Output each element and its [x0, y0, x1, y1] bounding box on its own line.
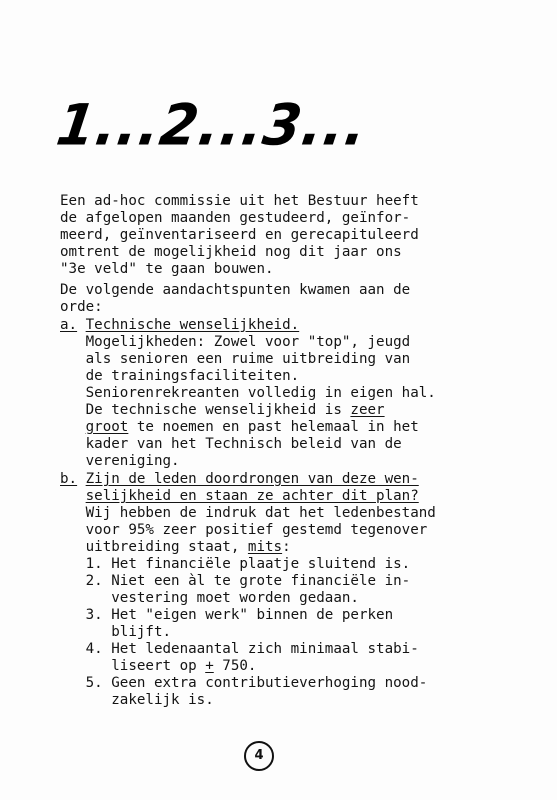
section-b-line: Wij hebben de indruk dat het ledenbestand — [85, 505, 436, 521]
list-number: 2. — [85, 573, 103, 589]
orde-line: De volgende aandachtspunten kwamen aan de — [60, 282, 411, 298]
section-b-line: : — [282, 539, 291, 555]
section-b-heading: selijkheid en staan ze achter dit plan? — [85, 488, 419, 504]
intro-line: meerd, geïnventariseerd en gerecapituleerd — [60, 227, 419, 243]
intro-line: de afgelopen maanden gestudeerd, geïnfor- — [60, 210, 411, 226]
section-b-marker: b. — [60, 471, 78, 487]
list-item: 750. — [213, 658, 257, 674]
section-a-line: De technische wenselijkheid is — [85, 402, 351, 418]
list-item: liseert op — [111, 658, 206, 674]
list-item: Het ledenaantal zich minimaal stabi- — [111, 641, 419, 657]
section-a-line: de trainingsfaciliteiten. — [85, 368, 300, 384]
list-item: zakelijk is. — [111, 692, 214, 708]
orde-paragraph — [60, 282, 500, 316]
list-number: 5. — [85, 675, 103, 691]
intro-line: "3e veld" te gaan bouwen. — [60, 261, 274, 277]
orde-line: orde: — [60, 299, 103, 315]
page-title: 1...2...3... — [52, 92, 372, 159]
section-a-line: Seniorenrekreanten volledig in eigen hal. — [85, 385, 436, 401]
intro-line: omtrent de mogelijkheid nog dit jaar ons — [60, 244, 402, 260]
list-number: 4. — [85, 641, 103, 657]
section-a — [60, 317, 500, 470]
section-a-line: als senioren een ruime uitbreiding van — [85, 351, 411, 367]
emphasis-zeer: zeer — [350, 402, 385, 418]
section-a-line: Mogelijkheden: Zowel voor "top", jeugd — [85, 334, 411, 350]
list-item: blijft. — [111, 624, 172, 640]
section-a-marker: a. — [60, 317, 78, 333]
section-a-line: vereniging. — [85, 453, 180, 469]
list-item: Het "eigen werk" binnen de perken — [111, 607, 394, 623]
list-item: Het financiële plaatje sluitend is. — [111, 556, 411, 572]
section-b-line: voor 95% zeer positief gestemd tegenover — [85, 522, 428, 538]
list-item: Niet een àl te grote financiële in- — [111, 573, 411, 589]
list-number: 1. — [85, 556, 103, 572]
list-item: Geen extra contributieverhoging nood- — [111, 675, 428, 691]
section-b-heading: Zijn de leden doordrongen van deze wen- — [85, 471, 419, 487]
list-number: 3. — [85, 607, 103, 623]
section-a-line: kader van het Technisch beleid van de — [85, 436, 402, 452]
emphasis-mits: mits — [247, 539, 283, 555]
section-a-heading: Technische wenselijkheid. — [85, 317, 300, 333]
section-a-line: te noemen en past helemaal in het — [128, 419, 419, 435]
intro-paragraph — [60, 193, 500, 278]
section-b-line: uitbreiding staat, — [85, 539, 248, 555]
section-b — [60, 471, 500, 709]
page-number: 4 — [244, 741, 274, 771]
emphasis-groot: groot — [85, 419, 129, 435]
plus-minus-sign: + — [205, 658, 214, 674]
intro-line: Een ad-hoc commissie uit het Bestuur heeft — [60, 193, 419, 209]
list-item: vestering moet worden gedaan. — [111, 590, 359, 606]
